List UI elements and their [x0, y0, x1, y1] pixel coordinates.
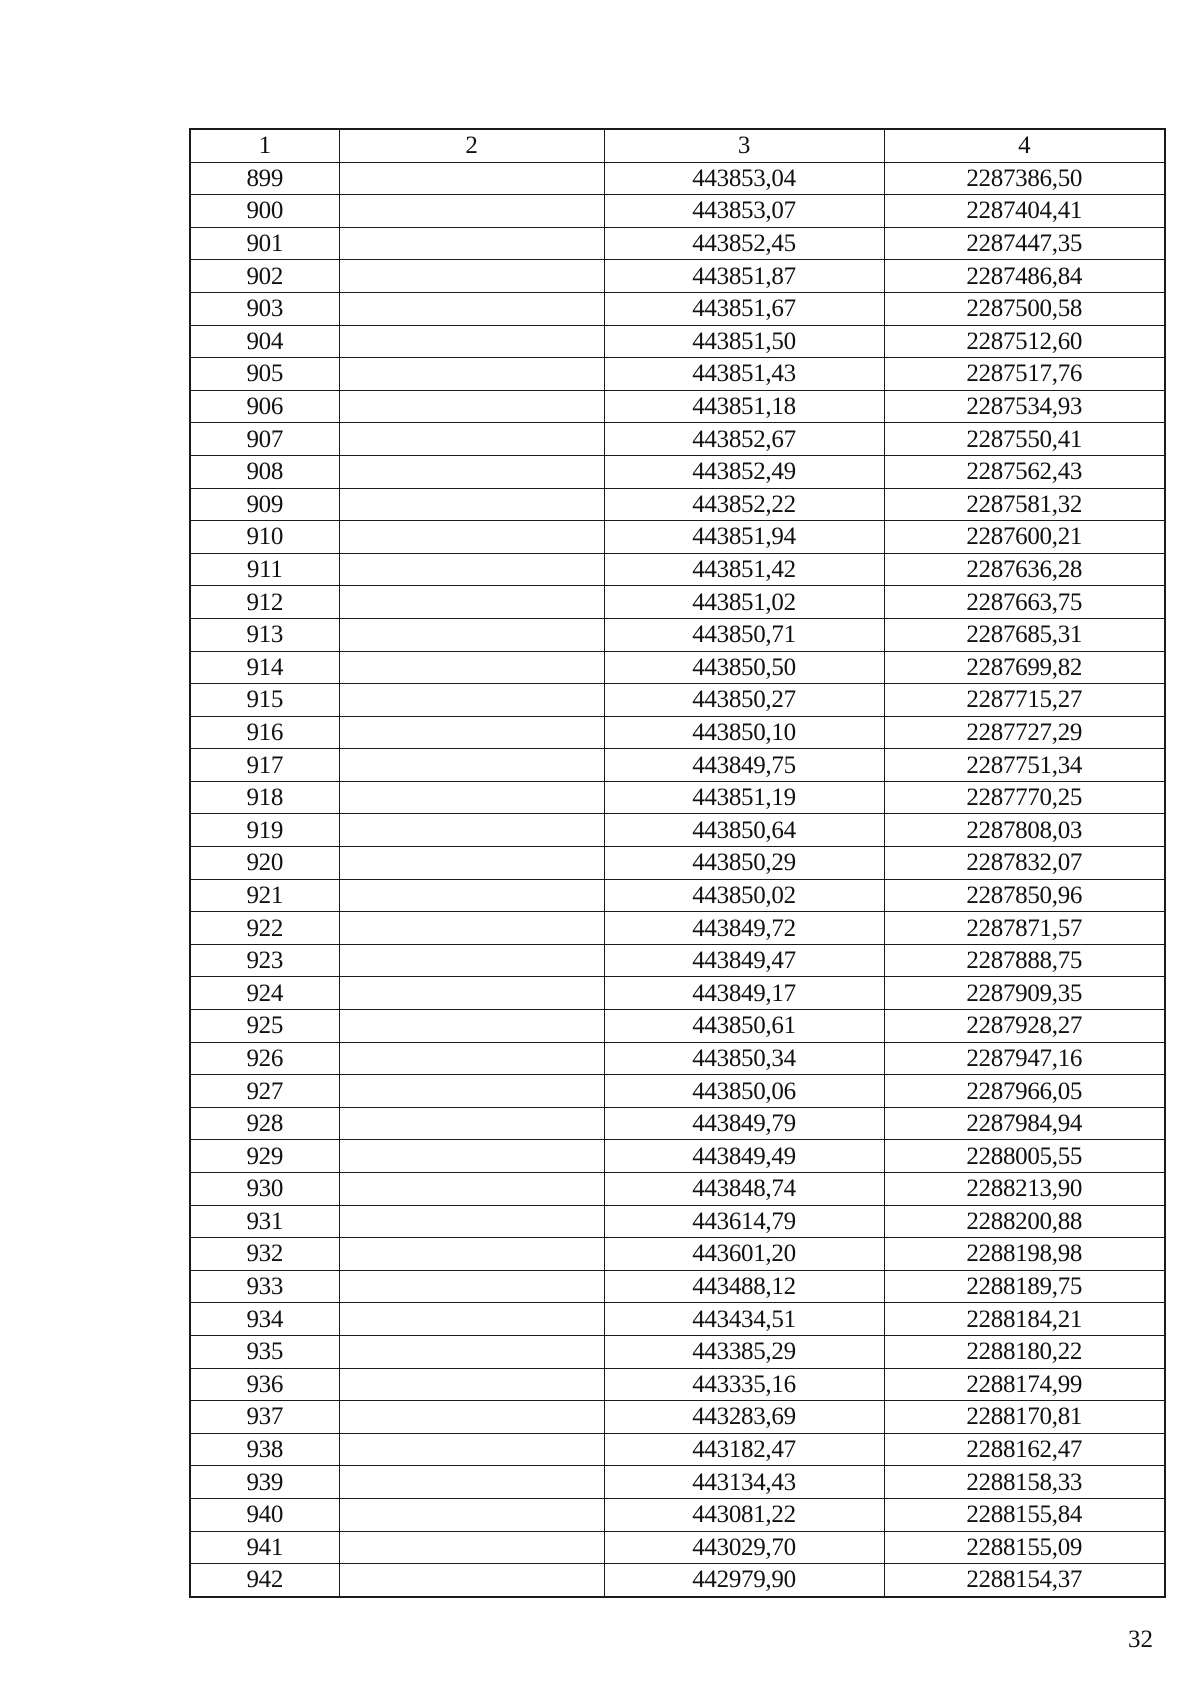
x-coordinate-cell: 443850,61: [604, 1010, 884, 1043]
x-coordinate-cell: 443850,06: [604, 1075, 884, 1108]
point-number-cell: 930: [190, 1173, 339, 1206]
table-row: [190, 1368, 1165, 1401]
point-number-cell: 924: [190, 977, 339, 1010]
point-number-cell: 906: [190, 390, 339, 423]
y-coordinate-cell: 2287909,35: [884, 977, 1165, 1010]
column-2-cell: [339, 1010, 604, 1043]
x-coordinate-cell: 443853,07: [604, 195, 884, 228]
table-row: [190, 195, 1165, 228]
column-2-cell: [339, 1401, 604, 1434]
table-row: [190, 390, 1165, 423]
point-number-cell: 923: [190, 944, 339, 977]
header-row: [190, 129, 1165, 162]
x-coordinate-cell: 443335,16: [604, 1368, 884, 1401]
column-2-cell: [339, 195, 604, 228]
point-number-cell: 928: [190, 1107, 339, 1140]
x-coordinate-cell: 443850,34: [604, 1042, 884, 1075]
table-row: [190, 1075, 1165, 1108]
x-coordinate-cell: 443853,04: [604, 162, 884, 195]
x-coordinate-cell: 443134,43: [604, 1466, 884, 1499]
x-coordinate-cell: 443852,67: [604, 423, 884, 456]
column-2-cell: [339, 1173, 604, 1206]
column-2-cell: [339, 1368, 604, 1401]
table-row: [190, 684, 1165, 717]
table-row: [190, 455, 1165, 488]
table-row: [190, 1010, 1165, 1043]
point-number-cell: 905: [190, 358, 339, 391]
x-coordinate-cell: 443850,27: [604, 684, 884, 717]
table-row: [190, 618, 1165, 651]
point-number-cell: 926: [190, 1042, 339, 1075]
point-number-cell: 925: [190, 1010, 339, 1043]
table-row: [190, 944, 1165, 977]
table-row: [190, 1173, 1165, 1206]
table-row: [190, 847, 1165, 880]
y-coordinate-cell: 2287699,82: [884, 651, 1165, 684]
table-row: [190, 1107, 1165, 1140]
y-coordinate-cell: 2287770,25: [884, 781, 1165, 814]
x-coordinate-cell: 443385,29: [604, 1335, 884, 1368]
x-coordinate-cell: 443849,72: [604, 912, 884, 945]
y-coordinate-cell: 2287685,31: [884, 618, 1165, 651]
table-row: [190, 716, 1165, 749]
column-header-4: 4: [884, 129, 1165, 162]
table-row: [190, 423, 1165, 456]
point-number-cell: 918: [190, 781, 339, 814]
column-2-cell: [339, 325, 604, 358]
y-coordinate-cell: 2288170,81: [884, 1401, 1165, 1434]
column-2-cell: [339, 455, 604, 488]
x-coordinate-cell: 443849,79: [604, 1107, 884, 1140]
column-2-cell: [339, 1107, 604, 1140]
x-coordinate-cell: 443614,79: [604, 1205, 884, 1238]
point-number-cell: 914: [190, 651, 339, 684]
y-coordinate-cell: 2288162,47: [884, 1433, 1165, 1466]
column-2-cell: [339, 521, 604, 554]
table-row: [190, 1042, 1165, 1075]
y-coordinate-cell: 2287386,50: [884, 162, 1165, 195]
y-coordinate-cell: 2287581,32: [884, 488, 1165, 521]
table-row: [190, 1303, 1165, 1336]
point-number-cell: 932: [190, 1238, 339, 1271]
y-coordinate-cell: 2287404,41: [884, 195, 1165, 228]
table-row: [190, 749, 1165, 782]
point-number-cell: 917: [190, 749, 339, 782]
y-coordinate-cell: 2287447,35: [884, 227, 1165, 260]
x-coordinate-cell: 443849,75: [604, 749, 884, 782]
point-number-cell: 940: [190, 1498, 339, 1531]
table-row: [190, 1205, 1165, 1238]
x-coordinate-cell: 443850,02: [604, 879, 884, 912]
point-number-cell: 942: [190, 1564, 339, 1597]
table-row: [190, 912, 1165, 945]
x-coordinate-cell: 443851,19: [604, 781, 884, 814]
x-coordinate-cell: 443851,43: [604, 358, 884, 391]
table-row: [190, 814, 1165, 847]
y-coordinate-cell: 2288005,55: [884, 1140, 1165, 1173]
y-coordinate-cell: 2287486,84: [884, 260, 1165, 293]
x-coordinate-cell: 443848,74: [604, 1173, 884, 1206]
x-coordinate-cell: 443851,94: [604, 521, 884, 554]
y-coordinate-cell: 2287517,76: [884, 358, 1165, 391]
column-2-cell: [339, 1042, 604, 1075]
x-coordinate-cell: 443601,20: [604, 1238, 884, 1271]
x-coordinate-cell: 443434,51: [604, 1303, 884, 1336]
point-number-cell: 911: [190, 553, 339, 586]
y-coordinate-cell: 2287966,05: [884, 1075, 1165, 1108]
point-number-cell: 937: [190, 1401, 339, 1434]
point-number-cell: 912: [190, 586, 339, 619]
page-number: 32: [1128, 1626, 1153, 1653]
x-coordinate-cell: 443851,18: [604, 390, 884, 423]
table-row: [190, 358, 1165, 391]
table-header: [190, 129, 1165, 162]
table-row: [190, 586, 1165, 619]
x-coordinate-cell: 443852,22: [604, 488, 884, 521]
column-2-cell: [339, 227, 604, 260]
x-coordinate-cell: 443851,50: [604, 325, 884, 358]
table-row: [190, 162, 1165, 195]
y-coordinate-cell: 2287888,75: [884, 944, 1165, 977]
column-2-cell: [339, 1433, 604, 1466]
point-number-cell: 903: [190, 292, 339, 325]
column-2-cell: [339, 1531, 604, 1564]
table-row: [190, 1498, 1165, 1531]
table-row: [190, 1270, 1165, 1303]
y-coordinate-cell: 2288200,88: [884, 1205, 1165, 1238]
table-row: [190, 1140, 1165, 1173]
x-coordinate-cell: 443081,22: [604, 1498, 884, 1531]
table-row: [190, 521, 1165, 554]
column-2-cell: [339, 390, 604, 423]
point-number-cell: 933: [190, 1270, 339, 1303]
x-coordinate-cell: 443488,12: [604, 1270, 884, 1303]
x-coordinate-cell: 443852,49: [604, 455, 884, 488]
point-number-cell: 922: [190, 912, 339, 945]
table-row: [190, 1401, 1165, 1434]
column-2-cell: [339, 1140, 604, 1173]
column-2-cell: [339, 1205, 604, 1238]
point-number-cell: 908: [190, 455, 339, 488]
point-number-cell: 909: [190, 488, 339, 521]
y-coordinate-cell: 2288174,99: [884, 1368, 1165, 1401]
table-row: [190, 292, 1165, 325]
column-header-2: 2: [339, 129, 604, 162]
x-coordinate-cell: 443851,42: [604, 553, 884, 586]
column-2-cell: [339, 1303, 604, 1336]
column-2-cell: [339, 749, 604, 782]
y-coordinate-cell: 2288189,75: [884, 1270, 1165, 1303]
column-2-cell: [339, 1335, 604, 1368]
column-2-cell: [339, 814, 604, 847]
y-coordinate-cell: 2287534,93: [884, 390, 1165, 423]
column-2-cell: [339, 1075, 604, 1108]
y-coordinate-cell: 2287751,34: [884, 749, 1165, 782]
y-coordinate-cell: 2288155,84: [884, 1498, 1165, 1531]
point-number-cell: 902: [190, 260, 339, 293]
point-number-cell: 927: [190, 1075, 339, 1108]
table-row: [190, 1433, 1165, 1466]
y-coordinate-cell: 2287600,21: [884, 521, 1165, 554]
y-coordinate-cell: 2287871,57: [884, 912, 1165, 945]
column-2-cell: [339, 586, 604, 619]
column-2-cell: [339, 488, 604, 521]
point-number-cell: 915: [190, 684, 339, 717]
point-number-cell: 910: [190, 521, 339, 554]
table-row: [190, 1564, 1165, 1597]
point-number-cell: 934: [190, 1303, 339, 1336]
point-number-cell: 916: [190, 716, 339, 749]
point-number-cell: 931: [190, 1205, 339, 1238]
table-row: [190, 1335, 1165, 1368]
column-2-cell: [339, 912, 604, 945]
y-coordinate-cell: 2287512,60: [884, 325, 1165, 358]
point-number-cell: 941: [190, 1531, 339, 1564]
x-coordinate-cell: 443283,69: [604, 1401, 884, 1434]
x-coordinate-cell: 443849,17: [604, 977, 884, 1010]
column-2-cell: [339, 292, 604, 325]
y-coordinate-cell: 2287663,75: [884, 586, 1165, 619]
column-2-cell: [339, 162, 604, 195]
x-coordinate-cell: 442979,90: [604, 1564, 884, 1597]
y-coordinate-cell: 2287984,94: [884, 1107, 1165, 1140]
column-2-cell: [339, 977, 604, 1010]
y-coordinate-cell: 2287808,03: [884, 814, 1165, 847]
point-number-cell: 935: [190, 1335, 339, 1368]
column-2-cell: [339, 358, 604, 391]
y-coordinate-cell: 2288198,98: [884, 1238, 1165, 1271]
table-row: [190, 1531, 1165, 1564]
y-coordinate-cell: 2287947,16: [884, 1042, 1165, 1075]
coordinates-table: [189, 128, 1166, 1598]
table-row: [190, 1238, 1165, 1271]
x-coordinate-cell: 443851,87: [604, 260, 884, 293]
table-row: [190, 325, 1165, 358]
y-coordinate-cell: 2287832,07: [884, 847, 1165, 880]
column-2-cell: [339, 1498, 604, 1531]
table-body: [190, 162, 1165, 1597]
x-coordinate-cell: 443029,70: [604, 1531, 884, 1564]
column-2-cell: [339, 553, 604, 586]
table-row: [190, 227, 1165, 260]
point-number-cell: 919: [190, 814, 339, 847]
y-coordinate-cell: 2288213,90: [884, 1173, 1165, 1206]
point-number-cell: 936: [190, 1368, 339, 1401]
column-2-cell: [339, 684, 604, 717]
column-2-cell: [339, 260, 604, 293]
column-2-cell: [339, 1238, 604, 1271]
point-number-cell: 899: [190, 162, 339, 195]
y-coordinate-cell: 2288184,21: [884, 1303, 1165, 1336]
x-coordinate-cell: 443851,02: [604, 586, 884, 619]
x-coordinate-cell: 443850,29: [604, 847, 884, 880]
table-row: [190, 553, 1165, 586]
y-coordinate-cell: 2287727,29: [884, 716, 1165, 749]
table-row: [190, 488, 1165, 521]
point-number-cell: 939: [190, 1466, 339, 1499]
column-2-cell: [339, 716, 604, 749]
point-number-cell: 929: [190, 1140, 339, 1173]
table-row: [190, 977, 1165, 1010]
column-2-cell: [339, 879, 604, 912]
point-number-cell: 904: [190, 325, 339, 358]
point-number-cell: 920: [190, 847, 339, 880]
table-row: [190, 651, 1165, 684]
x-coordinate-cell: 443851,67: [604, 292, 884, 325]
x-coordinate-cell: 443849,49: [604, 1140, 884, 1173]
column-2-cell: [339, 1270, 604, 1303]
point-number-cell: 921: [190, 879, 339, 912]
y-coordinate-cell: 2288158,33: [884, 1466, 1165, 1499]
table-row: [190, 260, 1165, 293]
y-coordinate-cell: 2287562,43: [884, 455, 1165, 488]
y-coordinate-cell: 2288154,37: [884, 1564, 1165, 1597]
y-coordinate-cell: 2287715,27: [884, 684, 1165, 717]
x-coordinate-cell: 443182,47: [604, 1433, 884, 1466]
x-coordinate-cell: 443850,71: [604, 618, 884, 651]
y-coordinate-cell: 2288155,09: [884, 1531, 1165, 1564]
point-number-cell: 901: [190, 227, 339, 260]
table-row: [190, 879, 1165, 912]
x-coordinate-cell: 443850,10: [604, 716, 884, 749]
point-number-cell: 907: [190, 423, 339, 456]
x-coordinate-cell: 443850,50: [604, 651, 884, 684]
y-coordinate-cell: 2288180,22: [884, 1335, 1165, 1368]
table-row: [190, 781, 1165, 814]
point-number-cell: 938: [190, 1433, 339, 1466]
column-2-cell: [339, 618, 604, 651]
x-coordinate-cell: 443850,64: [604, 814, 884, 847]
table-row: [190, 1466, 1165, 1499]
column-2-cell: [339, 781, 604, 814]
point-number-cell: 900: [190, 195, 339, 228]
point-number-cell: 913: [190, 618, 339, 651]
column-2-cell: [339, 944, 604, 977]
column-2-cell: [339, 1466, 604, 1499]
column-2-cell: [339, 651, 604, 684]
column-2-cell: [339, 423, 604, 456]
column-2-cell: [339, 847, 604, 880]
y-coordinate-cell: 2287636,28: [884, 553, 1165, 586]
x-coordinate-cell: 443849,47: [604, 944, 884, 977]
y-coordinate-cell: 2287850,96: [884, 879, 1165, 912]
y-coordinate-cell: 2287928,27: [884, 1010, 1165, 1043]
x-coordinate-cell: 443852,45: [604, 227, 884, 260]
column-header-1: 1: [190, 129, 339, 162]
y-coordinate-cell: 2287500,58: [884, 292, 1165, 325]
column-header-3: 3: [604, 129, 884, 162]
y-coordinate-cell: 2287550,41: [884, 423, 1165, 456]
column-2-cell: [339, 1564, 604, 1597]
